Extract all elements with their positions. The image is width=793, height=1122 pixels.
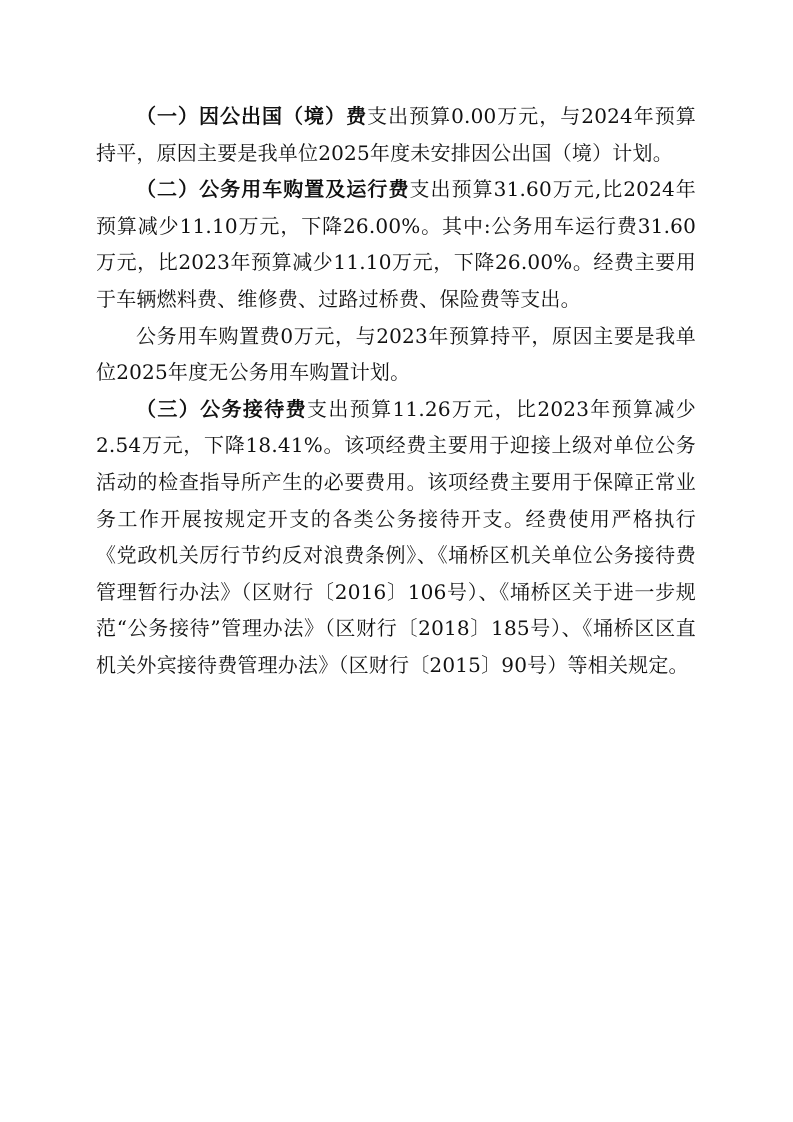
text-official-vehicles: 支出预算31.60万元,比2024年预算减少11.10万元，下降26.00%。其中:公务用车运行费31.60万元，比2023年预算减少11.10万元，下降26.00%。经费主要用于车辆燃料费、维修费、过路过桥费、保险费等支出。 [96, 177, 696, 311]
text-official-reception: 支出预算11.26万元，比2023年预算减少2.54万元，下降18.41%。该项经费主要用于迎接上级对单位公务活动的检查指导所产生的必要费用。该项经费主要用于保障正常业务工作开展按规定开支的各类公务接待开支。经费使用严格执行《党政机关厉行节约反对浪费条例》、《埇桥区机关单位公务接待费管理暂行办法》（区财行〔2016〕106号）、《埇桥区关于进一步规范“公务接待”管理办法》（区财行〔2018〕185号）、《埇桥区区直机关外宾接待费管理办法》（区财行〔2015〕90号）等相关规定。 [96, 396, 696, 677]
text-vehicle-purchase: 公务用车购置费0万元，与2023年预算持平，原因主要是我单位2025年度无公务用车购置计划。 [96, 323, 696, 385]
paragraph-official-vehicles [96, 171, 696, 317]
document-body [96, 98, 696, 684]
heading-official-vehicles: （二）公务用车购置及运行费 [136, 177, 410, 202]
paragraph-overseas-travel [96, 98, 696, 171]
paragraph-official-reception [96, 391, 696, 684]
text-overseas-travel: 支出预算0.00万元，与2024年预算持平，原因主要是我单位2025年度未安排因公出国（境）计划。 [96, 104, 696, 165]
paragraph-vehicle-purchase [96, 318, 696, 391]
heading-official-reception: （三）公务接待费 [136, 396, 307, 421]
heading-overseas-travel: （一）因公出国（境）费 [136, 104, 368, 128]
